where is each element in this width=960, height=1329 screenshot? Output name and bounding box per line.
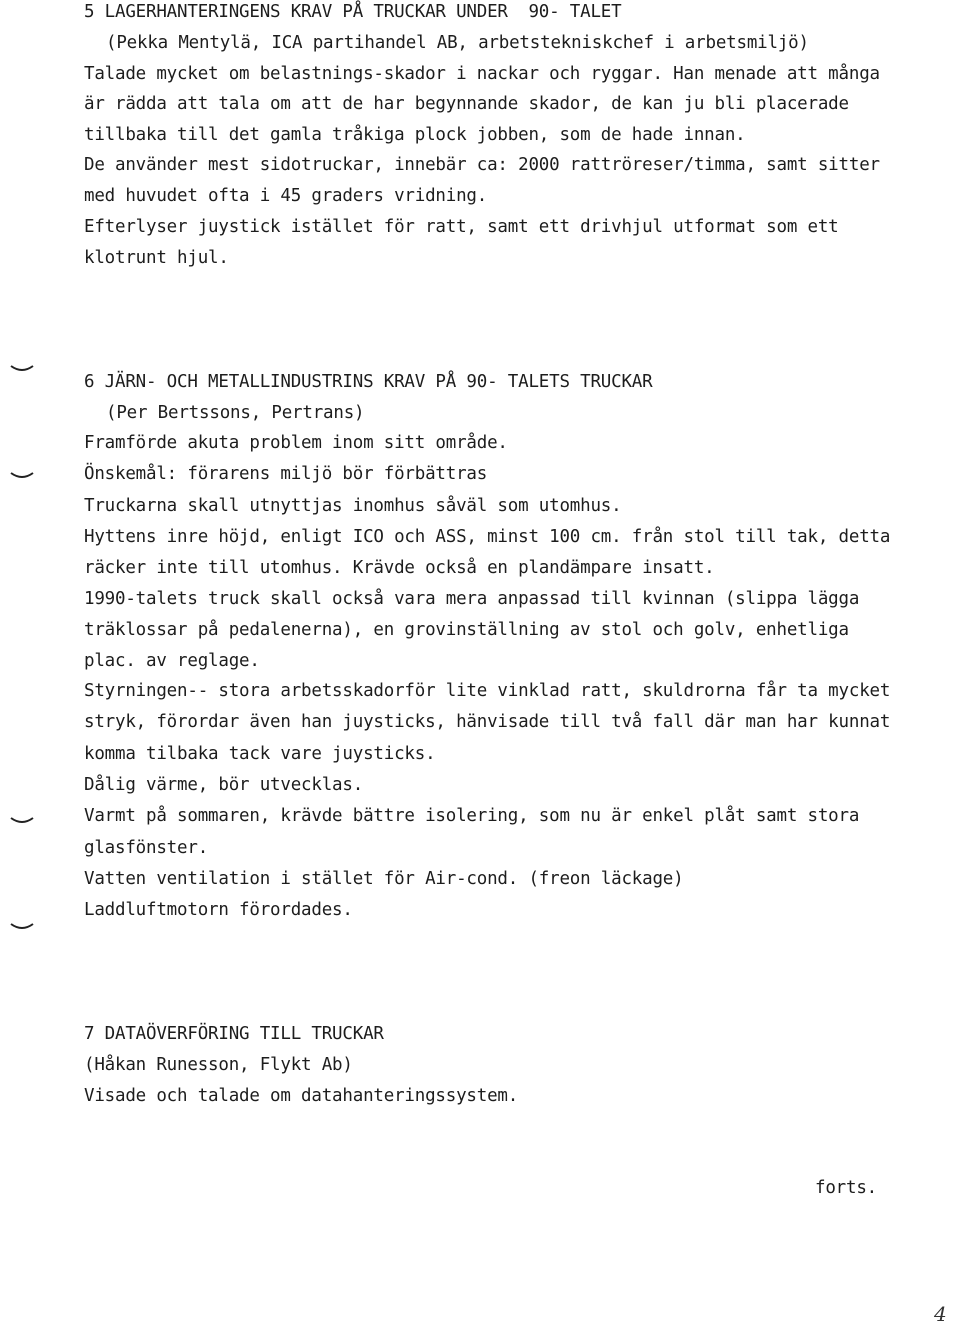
section-6-line: Dålig värme, bör utvecklas. [84, 775, 364, 795]
section-6-heading: 6 JÄRN- OCH METALLINDUSTRINS KRAV PÅ 90- TALETS TRUCKAR [84, 372, 653, 392]
section-5-line: klotrunt hjul. [84, 248, 229, 268]
section-6-line: Vatten ventilation i stället för Air-cond. (freon läckage) [84, 869, 684, 889]
section-7-speaker: (Håkan Runesson, Flykt Ab) [84, 1055, 353, 1075]
section-6-line: plac. av reglage. [84, 651, 260, 671]
section-6-line: glasfönster. [84, 838, 209, 858]
margin-mark [10, 471, 34, 481]
section-6-line: Truckarna skall utnyttjas inomhus såväl som utomhus. [84, 496, 622, 516]
section-6-line: Styrningen-- stora arbetsskadorför lite vinklad ratt, skuldrorna får ta mycket [84, 681, 891, 701]
section-6-line: träklossar på pedalenerna), en grovinställning av stol och golv, enhetliga [84, 620, 849, 640]
section-5-line: Efterlyser juystick istället för ratt, samt ett drivhjul utformat som ett [84, 217, 839, 237]
section-6-line: räcker inte till utomhus. Krävde också en plandämpare insatt. [84, 558, 715, 578]
section-7-heading: 7 DATAÖVERFÖRING TILL TRUCKAR [84, 1024, 384, 1044]
section-6-line: 1990-talets truck skall också vara mera anpassad till kvinnan (slippa lägga [84, 589, 860, 609]
section-6-line: Hyttens inre höjd, enligt ICO och ASS, minst 100 cm. från stol till tak, detta [84, 527, 891, 547]
section-5-heading: 5 LAGERHANTERINGENS KRAV PÅ TRUCKAR UNDER 90- TALET [84, 2, 622, 22]
section-5-line: är rädda att tala om att de har begynnande skador, de kan ju bli placerade [84, 94, 849, 114]
section-6-line: stryk, förordar även han juysticks, hänvisade till två fall där man har kunnat [84, 712, 891, 732]
section-5-line: med huvudet ofta i 45 graders vridning. [84, 186, 488, 206]
section-6-speaker: (Per Bertssons, Pertrans) [106, 403, 365, 423]
margin-mark [10, 816, 34, 826]
page-number: 4 [934, 1302, 947, 1326]
section-5-speaker: (Pekka Mentylä, ICA partihandel AB, arbetstekniskchef i arbetsmiljö) [106, 33, 809, 53]
margin-mark [10, 922, 34, 932]
section-6-line: Framförde akuta problem inom sitt område. [84, 433, 508, 453]
section-7-line: Visade och talade om datahanteringssystem. [84, 1086, 519, 1106]
continued-note: forts. [815, 1178, 878, 1198]
section-6-line: Önskemål: förarens miljö bör förbättras [84, 464, 488, 484]
section-5-line: De använder mest sidotruckar, innebär ca: 2000 rattröreser/timma, samt sitter [84, 155, 880, 175]
section-6-line: komma tilbaka tack vare juysticks. [84, 744, 436, 764]
section-6-line: Laddluftmotorn förordades. [84, 900, 353, 920]
margin-mark [10, 364, 34, 374]
section-5-line: tillbaka till det gamla tråkiga plock jobben, som de hade innan. [84, 125, 746, 145]
section-6-line: Varmt på sommaren, krävde bättre isolering, som nu är enkel plåt samt stora [84, 806, 860, 826]
section-5-line: Talade mycket om belastnings-skador i nackar och ryggar. Han menade att många [84, 64, 880, 84]
